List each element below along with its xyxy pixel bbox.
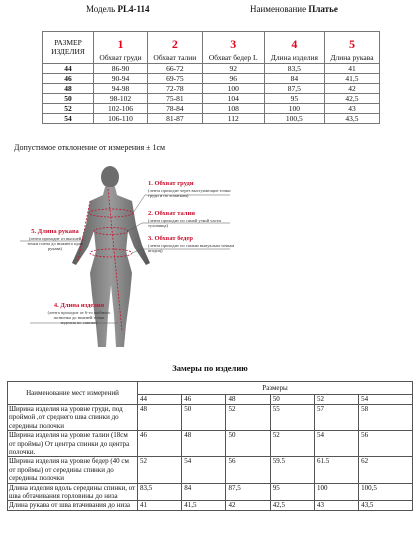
value-cell: 52 [226, 405, 270, 431]
measurement-description: Ширина изделия на уровне груди, под проймой ,от среднего шва спинки до середины полочки [8, 405, 138, 431]
annotation-sub: (лента проходит по самым выпуклым точкам ягодиц) [148, 243, 235, 253]
column-label: Обхват груди [99, 53, 142, 62]
column-header-3 [202, 32, 264, 64]
model-label: Модель [86, 4, 116, 14]
garment-section-title: Замеры по изделию [172, 363, 248, 373]
name-header-cell: Наименование мест измерений [8, 382, 138, 405]
value-cell: 102-106 [94, 104, 148, 114]
value-cell: 50 [226, 431, 270, 457]
model-code: PL4-114 [117, 4, 150, 14]
annotation-sleeve [26, 228, 84, 251]
value-cell: 41,5 [182, 501, 226, 510]
column-number: 3 [230, 37, 237, 51]
value-cell: 42,5 [270, 501, 314, 510]
value-cell: 46 [138, 431, 182, 457]
column-label: Длина изделия [270, 53, 318, 62]
measurement-figure [0, 155, 420, 350]
value-cell: 96 [202, 74, 264, 84]
value-cell: 86-90 [94, 64, 148, 74]
value-cell: 112 [202, 114, 264, 124]
model-line [86, 4, 149, 14]
table-row [43, 94, 380, 104]
annotation-bust [148, 180, 238, 198]
annotation-hips [148, 235, 238, 253]
size-cell: 44 [43, 64, 94, 74]
tolerance-note: Допустимое отклонение от измерения ± 1см [14, 143, 166, 152]
measurement-description: Ширина изделия на уровне талии (18см от проймы) От центра спинки до центра полочки. [8, 431, 138, 457]
column-label: Длина рукава [330, 53, 374, 62]
garment-header-row [8, 382, 413, 395]
column-header-5 [324, 32, 379, 64]
size-cell: 46 [43, 74, 94, 84]
size-chart-table [42, 31, 380, 124]
column-label: Обхват бедер L [208, 53, 258, 62]
annotation-sub: (лента проходит от высшей точки плеча до нижнего края рукава) [27, 236, 83, 251]
size-heading: 54 [359, 395, 413, 405]
sizes-header-cell: Размеры [138, 382, 413, 395]
value-cell: 41 [324, 64, 379, 74]
head-shape [101, 166, 119, 188]
value-cell: 81-87 [147, 114, 202, 124]
value-cell: 56 [226, 457, 270, 483]
table-row [43, 104, 380, 114]
value-cell: 52 [138, 457, 182, 483]
size-heading: 52 [314, 395, 358, 405]
value-cell: 43 [314, 501, 358, 510]
value-cell: 48 [182, 431, 226, 457]
value-cell: 92 [202, 64, 264, 74]
value-cell: 108 [202, 104, 264, 114]
value-cell: 43,5 [324, 114, 379, 124]
value-cell: 69-75 [147, 74, 202, 84]
value-cell: 62 [359, 457, 413, 483]
value-cell: 61.5 [314, 457, 358, 483]
annotation-sub: (лента проходит по самой узкой части туловища) [148, 218, 221, 228]
table-row [8, 483, 413, 501]
value-cell: 84 [182, 483, 226, 501]
annotation-title: 3. Обхват бедер [148, 235, 193, 242]
value-cell: 41 [138, 501, 182, 510]
table-row [43, 64, 380, 74]
annotation-sub: (лента проходит от 6-го шейного позвонка до нижней точки изделия по спинке) [47, 310, 111, 325]
value-cell: 66-72 [147, 64, 202, 74]
value-cell: 42 [324, 84, 379, 94]
value-cell: 87,5 [226, 483, 270, 501]
annotation-length [46, 302, 112, 325]
value-cell: 55 [270, 405, 314, 431]
value-cell: 42 [226, 501, 270, 510]
size-heading: 44 [138, 395, 182, 405]
measurement-description: Длина изделия вдоль середины спинки, от шва обтачивания горловины до низа [8, 483, 138, 501]
value-cell: 94-98 [94, 84, 148, 94]
measurement-description: Длина рукава от шва втачивания до низа [8, 501, 138, 510]
size-cell: 50 [43, 94, 94, 104]
value-cell: 100 [314, 483, 358, 501]
size-cell: 52 [43, 104, 94, 114]
size-cell: 48 [43, 84, 94, 94]
value-cell: 72-78 [147, 84, 202, 94]
column-number: 5 [348, 37, 355, 51]
value-cell: 57 [314, 405, 358, 431]
value-cell: 54 [182, 457, 226, 483]
name-label: Наименование [250, 4, 307, 14]
value-cell: 100,5 [264, 114, 324, 124]
value-cell: 59.5 [270, 457, 314, 483]
table-row [43, 114, 380, 124]
size-heading: 50 [270, 395, 314, 405]
value-cell: 83,5 [138, 483, 182, 501]
value-cell: 54 [314, 431, 358, 457]
value-cell: 100 [202, 84, 264, 94]
header [0, 0, 420, 22]
size-chart-header-row [43, 32, 380, 64]
leader-line-bust [133, 195, 145, 213]
value-cell: 48 [138, 405, 182, 431]
table-row [8, 431, 413, 457]
value-cell: 43 [324, 104, 379, 114]
value-cell: 106-110 [94, 114, 148, 124]
value-cell: 95 [264, 94, 324, 104]
value-cell: 84 [264, 74, 324, 84]
value-cell: 52 [270, 431, 314, 457]
table-row [8, 501, 413, 510]
table-row [8, 405, 413, 431]
value-cell: 100,5 [359, 483, 413, 501]
value-cell: 98-102 [94, 94, 148, 104]
value-cell: 41,5 [324, 74, 379, 84]
table-row [43, 84, 380, 94]
value-cell: 87,5 [264, 84, 324, 94]
size-header: РАЗМЕР ИЗДЕЛИЯ [51, 38, 85, 56]
value-cell: 43,5 [359, 501, 413, 510]
size-header-cell [43, 32, 94, 64]
value-cell: 75-81 [147, 94, 202, 104]
column-number: 4 [291, 37, 298, 51]
value-cell: 42,5 [324, 94, 379, 104]
column-header-2 [147, 32, 202, 64]
annotation-sub: (лента проходит через выступающие точки груди и по лопаткам) [148, 188, 231, 198]
annotation-waist [148, 210, 238, 228]
size-heading: 48 [226, 395, 270, 405]
annotation-title: 4. Длина изделия [53, 302, 105, 309]
annotation-title: 5. Длина рукава [31, 228, 79, 235]
column-header-4 [264, 32, 324, 64]
table-row [8, 457, 413, 483]
value-cell: 56 [359, 431, 413, 457]
value-cell: 78-84 [147, 104, 202, 114]
column-header-1 [94, 32, 148, 64]
column-number: 1 [117, 37, 124, 51]
value-cell: 100 [264, 104, 324, 114]
value-cell: 95 [270, 483, 314, 501]
garment-measurements-table [7, 381, 413, 511]
annotation-title: 1. Обхват груди [148, 180, 194, 187]
value-cell: 90-94 [94, 74, 148, 84]
size-heading: 46 [182, 395, 226, 405]
annotation-title: 2. Обхват талии [148, 210, 195, 217]
name-value: Платье [308, 4, 338, 14]
value-cell: 104 [202, 94, 264, 104]
table-row [43, 74, 380, 84]
measurement-description: Ширина изделия на уровне бедер (40 см от проймы) от середины спинки до середины полочки [8, 457, 138, 483]
name-line [250, 4, 338, 14]
value-cell: 83,5 [264, 64, 324, 74]
column-number: 2 [171, 37, 178, 51]
column-label: Обхват талии [153, 53, 197, 62]
value-cell: 58 [359, 405, 413, 431]
value-cell: 50 [182, 405, 226, 431]
size-cell: 54 [43, 114, 94, 124]
